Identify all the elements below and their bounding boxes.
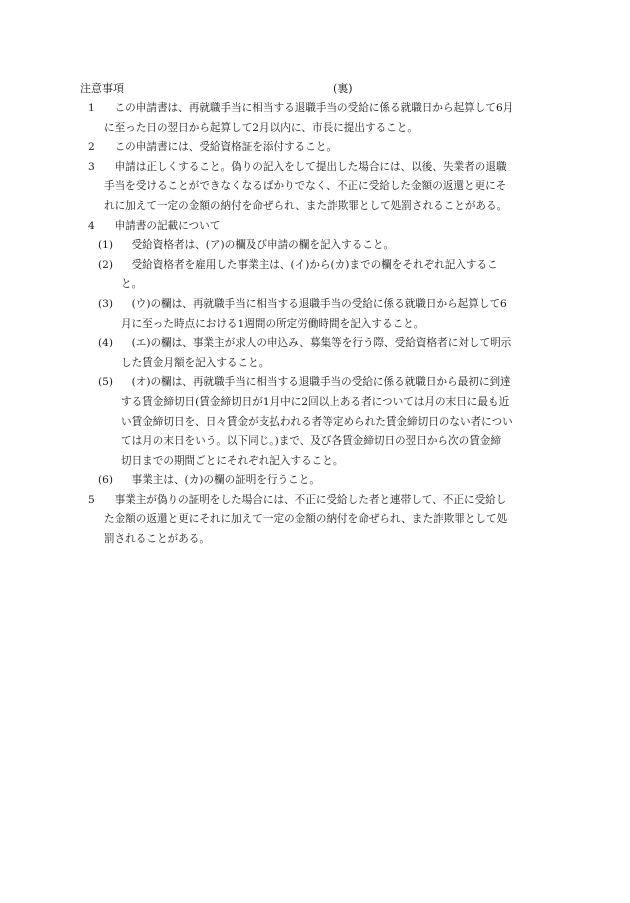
sub-item-line: (エ)の欄は、事業主が求人の申込み、募集等を行う際、受給資格者に対して明示 [121,337,512,350]
note-line: この申請書は、再就職手当に相当する退職手当の受給に係る就職日から起算して6月 [104,102,514,114]
note-line: 申請書の記載について [104,219,221,232]
sub-item-line: 切日までの期間ごとにそれぞれ記入すること。 [121,454,344,467]
note-number: 2 [88,141,95,154]
note-number: 1 [88,102,95,114]
note-line: この申請書には、受給資格証を添付すること。 [104,141,338,154]
heading-row [80,80,550,98]
sub-item-1 [80,236,552,256]
sub-item-4 [80,334,552,373]
reverse-side-label: (裏) [333,82,353,95]
note-item-4 [80,217,552,237]
note-line: 申請は正しくすること。偽りの記入をして提出した場合には、以後、失業者の退職 [104,160,507,173]
sub-item-line: 受給資格者を雇用した事業主は、(イ)から(カ)までの欄をそれぞれ記入するこ [121,258,498,271]
sub-item-5 [80,373,552,471]
sub-item-line: (ウ)の欄は、再就職手当に相当する退職手当の受給に係る就職日から起算して6 [121,297,507,310]
note-item-1 [80,99,552,138]
sub-item-number: (4) [98,337,114,350]
sub-item-number: (3) [98,297,114,310]
note-line: れに加えて一定の金額の納付を命ぜられ、また詐欺罪として処罰されることがある。 [104,199,508,212]
notes-title: 注意事項 [80,82,124,95]
sub-item-line: い賃金締切日を、日々賃金が支払われる者等定められた賃金締切日のない者につい [121,415,513,428]
sub-item-3 [80,295,552,334]
sub-item-number: (6) [98,474,114,487]
note-item-3 [80,158,552,217]
note-line: 手当を受けることができなくなるばかりでなく、不正に受給した金額の返還と更にそ [104,180,507,193]
sub-item-line: ては月の末日をいう。以下同じ。)まで、及び各賃金締切日の翌日から次の賃金締 [121,435,501,448]
note-line: 罰されることがある。 [104,533,210,546]
sub-item-2 [80,256,552,295]
note-number: 3 [88,160,95,173]
note-number: 5 [88,493,95,506]
sub-item-number: (2) [98,258,114,271]
note-line: た金額の返還と更にそれに加えて一定の金額の納付を命ぜられ、また詐欺罪として処 [104,513,508,526]
sub-item-line: (オ)の欄は、再就職手当に相当する退職手当の受給に係る就職日から最初に到達 [121,376,511,389]
sub-item-line: 月に至った時点における1週間の所定労働時間を記入すること。 [121,317,425,330]
note-item-5 [80,491,552,550]
sub-item-6 [80,471,552,491]
note-number: 4 [88,219,95,232]
sub-item-line: と。 [121,278,143,291]
note-item-2 [80,138,552,158]
note-line: に至った日の翌日から起算して2月以内に、市長に提出すること。 [104,121,418,134]
sub-item-number: (5) [98,376,114,389]
sub-item-line: する賃金締切日(賃金締切日が1月中に2回以上ある者については月の末日に最も近 [121,395,510,408]
sub-item-number: (1) [98,239,114,252]
sub-item-line: 事業主は、(カ)の欄の証明を行うこと。 [121,474,320,487]
sub-item-line: 受給資格者は、(ア)の欄及び申請の欄を記入すること。 [121,239,395,252]
notes-list [80,99,552,550]
sub-item-line: した賃金月額を記入すること。 [121,356,270,369]
note-line: 事業主が偽りの証明をした場合には、不正に受給した者と連帯して、不正に受給し [104,493,507,506]
